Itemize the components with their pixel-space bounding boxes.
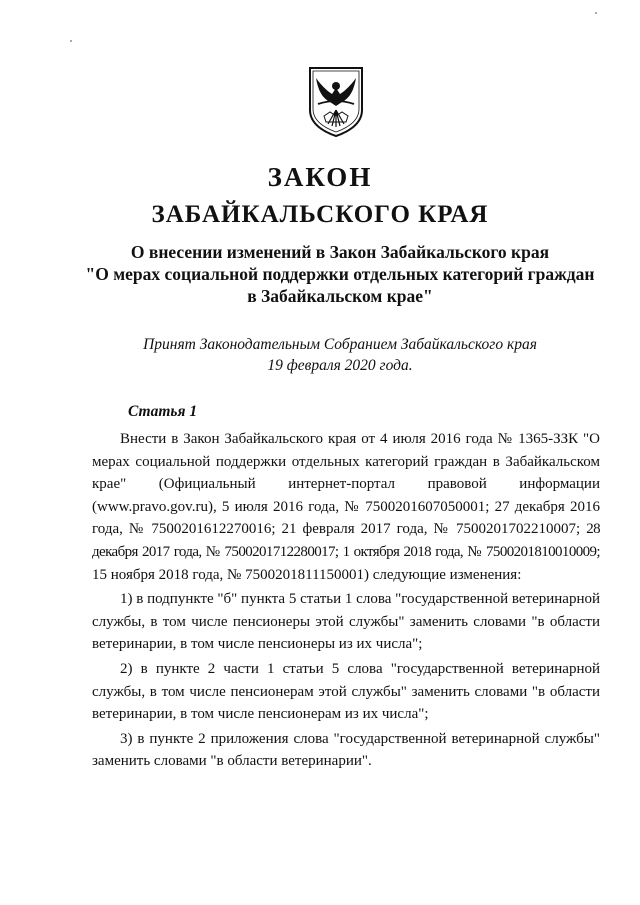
law-subject-line: в Забайкальском крае" — [247, 286, 433, 306]
adoption-note — [60, 334, 620, 376]
article-body — [92, 428, 600, 773]
list-item: 2) в пункте 2 части 1 статьи 5 слова "государственной ветеринарной службы, в том числе пенсионерам этой службы" заменить словами "в области ветеринарии, в том числе пенсионерам из их числа"; — [92, 660, 600, 723]
article-intro-text: 15 ноября 2018 года, № 7500201811150001) следующие изменения: — [92, 566, 522, 583]
adoption-date: 19 февраля 2020 года. — [267, 357, 413, 374]
adoption-line: Принят Законодательным Собранием Забайкальского края — [143, 336, 537, 353]
law-subject-line: "О мерах социальной поддержки отдельных категорий граждан — [85, 264, 595, 284]
article-intro-text: 28 декабря 2017 года, № 7500201712280017; 1 октября 2018 года, № 7500201810010009; — [92, 521, 600, 560]
scan-speck — [70, 40, 72, 42]
article-intro-text: Внести в Закон Забайкальского края от 4 июля 2016 года № 1365-ЗЗК "О мерах социальной поддержки отдельных категорий граждан в Забайкальском крае" (Официальный интернет-портал правовой информации (www.pravo.gov.ru), 5 июля 2016 года, № 7500201607050001; 27 декабря 2016 года, № 7500201612270016; 21 февраля 2017 года, № 7500201702210007; — [92, 431, 600, 538]
list-item: 1) в подпункте "б" пункта 5 статьи 1 слова "государственной ветеринарной службы, в том числе пенсионеры этой службы" заменить словами "в области ветеринарии, в том числе пенсионеры из их числа"; — [92, 591, 601, 653]
law-subject — [60, 241, 620, 307]
document-type-title: ЗАКОН — [267, 162, 373, 192]
coat-of-arms-icon — [306, 64, 366, 138]
region-title: ЗАБАЙКАЛЬСКОГО КРАЯ — [151, 201, 489, 228]
article-intro — [92, 428, 600, 586]
law-subject-line: О внесении изменений в Закон Забайкальского края — [130, 242, 550, 262]
list-item: 3) в пункте 2 приложения слова "государственной ветеринарной службы" заменить словами "в области ветеринарии". — [92, 730, 600, 770]
article-heading: Статья 1 — [128, 403, 198, 420]
scan-speck — [595, 12, 597, 14]
